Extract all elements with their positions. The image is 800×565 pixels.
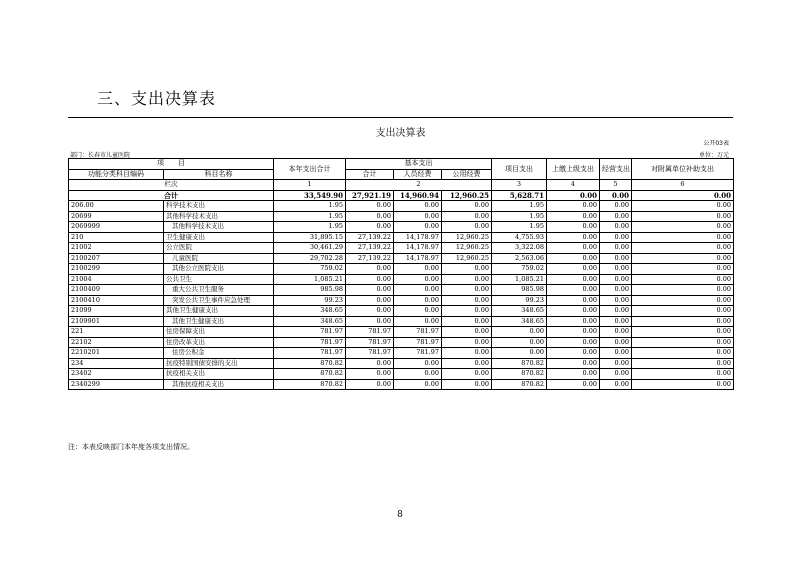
row-value: 781.97 bbox=[274, 348, 346, 359]
row-value: 0.00 bbox=[492, 337, 547, 348]
row-value: 781.97 bbox=[274, 337, 346, 348]
row-value: 0.00 bbox=[547, 222, 600, 233]
row-code: 206.00 bbox=[69, 201, 164, 212]
row-value: 0.00 bbox=[600, 369, 632, 380]
row-value: 0.00 bbox=[442, 316, 492, 327]
row-value: 0.00 bbox=[547, 337, 600, 348]
row-value: 0.00 bbox=[600, 211, 632, 222]
row-value: 985.98 bbox=[492, 285, 547, 296]
row-name: 住房保障支出 bbox=[164, 327, 274, 338]
row-value: 0.00 bbox=[492, 348, 547, 359]
row-value: 0.00 bbox=[547, 201, 600, 212]
form-number: 公开03表 bbox=[703, 140, 729, 147]
row-value: 870.82 bbox=[274, 369, 346, 380]
row-value: 0.00 bbox=[547, 285, 600, 296]
row-value: 0.00 bbox=[442, 369, 492, 380]
row-value: 0.00 bbox=[442, 211, 492, 222]
row-value: 0.00 bbox=[442, 274, 492, 285]
row-value: 870.82 bbox=[274, 379, 346, 390]
table-row bbox=[69, 369, 734, 380]
row-value: 0.00 bbox=[442, 337, 492, 348]
total-cell: 0.00 bbox=[547, 190, 600, 201]
row-value: 0.00 bbox=[547, 358, 600, 369]
row-value: 0.00 bbox=[394, 316, 442, 327]
basic-subtotal-header: 合计 bbox=[346, 169, 394, 180]
row-value: 0.00 bbox=[442, 295, 492, 306]
table-row bbox=[69, 264, 734, 275]
upper-submit-header: 上缴上级支出 bbox=[547, 159, 600, 180]
row-value: 870.82 bbox=[492, 358, 547, 369]
row-value: 0.00 bbox=[600, 316, 632, 327]
total-label: 合计 bbox=[69, 190, 274, 201]
table-row bbox=[69, 211, 734, 222]
table-row bbox=[69, 358, 734, 369]
row-code: 22102 bbox=[69, 337, 164, 348]
row-value: 0.00 bbox=[442, 327, 492, 338]
row-value: 0.00 bbox=[394, 264, 442, 275]
row-name: 公共卫生 bbox=[164, 274, 274, 285]
row-value: 0.00 bbox=[346, 358, 394, 369]
row-value: 0.00 bbox=[600, 253, 632, 264]
total-cell: 0.00 bbox=[600, 190, 632, 201]
row-name: 其他公立医院支出 bbox=[164, 264, 274, 275]
row-value: 0.00 bbox=[547, 316, 600, 327]
row-value: 27,139.22 bbox=[346, 253, 394, 264]
row-value: 348.65 bbox=[274, 306, 346, 317]
row-value: 0.00 bbox=[547, 274, 600, 285]
row-value: 1.95 bbox=[492, 201, 547, 212]
row-name: 卫生健康支出 bbox=[164, 232, 274, 243]
row-value: 0.00 bbox=[394, 358, 442, 369]
row-code: 20699 bbox=[69, 211, 164, 222]
table-row bbox=[69, 201, 734, 212]
row-value: 0.00 bbox=[600, 379, 632, 390]
row-value: 781.97 bbox=[346, 348, 394, 359]
row-code: 2109901 bbox=[69, 316, 164, 327]
row-value: 0.00 bbox=[346, 211, 394, 222]
table-row bbox=[69, 327, 734, 338]
row-value: 0.00 bbox=[547, 379, 600, 390]
row-value: 14,178.97 bbox=[394, 243, 442, 254]
row-value: 0.00 bbox=[442, 222, 492, 233]
col-num: 4 bbox=[547, 180, 600, 191]
row-value: 0.00 bbox=[442, 348, 492, 359]
row-name: 其他卫生健康支出 bbox=[164, 316, 274, 327]
table-row bbox=[69, 232, 734, 243]
table-note: 注：本表反映部门本年度各项支出情况。 bbox=[68, 443, 194, 451]
row-value: 781.97 bbox=[274, 327, 346, 338]
row-value: 0.00 bbox=[442, 306, 492, 317]
page-number: 8 bbox=[397, 510, 403, 520]
total-cell: 5,628.71 bbox=[492, 190, 547, 201]
row-value: 1.95 bbox=[274, 222, 346, 233]
table-row bbox=[69, 306, 734, 317]
row-no-label: 栏次 bbox=[69, 180, 274, 191]
row-value: 0.00 bbox=[442, 264, 492, 275]
row-name: 儿童医院 bbox=[164, 253, 274, 264]
header-row-1 bbox=[69, 159, 734, 170]
row-name: 其他科学技术支出 bbox=[164, 211, 274, 222]
row-value: 4,755.93 bbox=[492, 232, 547, 243]
row-value: 0.00 bbox=[632, 243, 734, 254]
row-value: 0.00 bbox=[600, 274, 632, 285]
row-value: 0.00 bbox=[632, 201, 734, 212]
total-cell: 12,960.25 bbox=[442, 190, 492, 201]
basic-header: 基本支出 bbox=[346, 159, 492, 170]
row-name: 其他科学技术支出 bbox=[164, 222, 274, 233]
row-code: 2100409 bbox=[69, 285, 164, 296]
row-value: 0.00 bbox=[600, 358, 632, 369]
col-num: 5 bbox=[600, 180, 632, 191]
col-num: 6 bbox=[632, 180, 734, 191]
row-value: 0.00 bbox=[394, 295, 442, 306]
total-row bbox=[69, 190, 734, 201]
row-value: 0.00 bbox=[632, 337, 734, 348]
item-group-header: 项 目 bbox=[69, 159, 274, 170]
row-value: 0.00 bbox=[547, 232, 600, 243]
row-value: 0.00 bbox=[442, 201, 492, 212]
operating-header: 经营支出 bbox=[600, 159, 632, 180]
row-code: 21004 bbox=[69, 274, 164, 285]
row-value: 1,085.21 bbox=[492, 274, 547, 285]
unit-label: 单位：万元 bbox=[698, 152, 729, 159]
row-code: 234 bbox=[69, 358, 164, 369]
row-name: 住房改革支出 bbox=[164, 337, 274, 348]
project-header: 项目支出 bbox=[492, 159, 547, 180]
total-cell: 0.00 bbox=[632, 190, 734, 201]
row-value: 0.00 bbox=[394, 201, 442, 212]
row-value: 781.97 bbox=[346, 337, 394, 348]
total-cell: 33,549.90 bbox=[274, 190, 346, 201]
row-value: 0.00 bbox=[600, 222, 632, 233]
col-num: 1 bbox=[274, 180, 346, 191]
row-value: 0.00 bbox=[632, 348, 734, 359]
row-value: 0.00 bbox=[394, 274, 442, 285]
row-name: 住房公积金 bbox=[164, 348, 274, 359]
row-value: 348.65 bbox=[492, 316, 547, 327]
row-value: 0.00 bbox=[442, 379, 492, 390]
row-value: 759.02 bbox=[274, 264, 346, 275]
row-value: 0.00 bbox=[600, 306, 632, 317]
row-value: 0.00 bbox=[442, 358, 492, 369]
row-value: 0.00 bbox=[547, 211, 600, 222]
row-code: 21002 bbox=[69, 243, 164, 254]
row-value: 0.00 bbox=[632, 369, 734, 380]
row-code: 2100299 bbox=[69, 264, 164, 275]
row-value: 1.95 bbox=[492, 222, 547, 233]
row-value: 0.00 bbox=[600, 327, 632, 338]
row-code: 2340299 bbox=[69, 379, 164, 390]
row-value: 0.00 bbox=[346, 306, 394, 317]
row-value: 27,139.22 bbox=[346, 243, 394, 254]
table-row bbox=[69, 285, 734, 296]
row-code: 23402 bbox=[69, 369, 164, 380]
row-code: 221 bbox=[69, 327, 164, 338]
row-name: 其他抗疫相关支出 bbox=[164, 379, 274, 390]
section-title: 三、支出决算表 bbox=[97, 89, 217, 108]
column-number-row bbox=[69, 180, 734, 191]
row-value: 0.00 bbox=[547, 295, 600, 306]
row-value: 0.00 bbox=[600, 243, 632, 254]
total-cell: 14,960.94 bbox=[394, 190, 442, 201]
row-value: 99.23 bbox=[492, 295, 547, 306]
public-header: 公用经费 bbox=[442, 169, 492, 180]
row-value: 0.00 bbox=[394, 211, 442, 222]
row-value: 0.00 bbox=[547, 253, 600, 264]
row-value: 0.00 bbox=[442, 285, 492, 296]
row-value: 0.00 bbox=[547, 348, 600, 359]
row-value: 0.00 bbox=[632, 274, 734, 285]
row-value: 0.00 bbox=[394, 222, 442, 233]
row-value: 0.00 bbox=[600, 201, 632, 212]
row-value: 781.97 bbox=[394, 348, 442, 359]
row-value: 0.00 bbox=[600, 264, 632, 275]
row-value: 0.00 bbox=[632, 379, 734, 390]
table-row bbox=[69, 379, 734, 390]
row-name: 重大公共卫生服务 bbox=[164, 285, 274, 296]
row-name: 科学技术支出 bbox=[164, 201, 274, 212]
row-value: 348.65 bbox=[274, 316, 346, 327]
row-name: 抗疫特别国债安排的支出 bbox=[164, 358, 274, 369]
row-value: 0.00 bbox=[632, 306, 734, 317]
row-value: 0.00 bbox=[632, 358, 734, 369]
row-value: 0.00 bbox=[632, 327, 734, 338]
row-value: 0.00 bbox=[632, 222, 734, 233]
table-row bbox=[69, 253, 734, 264]
row-value: 0.00 bbox=[547, 327, 600, 338]
row-value: 0.00 bbox=[346, 295, 394, 306]
row-value: 14,178.97 bbox=[394, 232, 442, 243]
row-value: 1.95 bbox=[274, 211, 346, 222]
row-value: 3,322.08 bbox=[492, 243, 547, 254]
row-value: 0.00 bbox=[346, 316, 394, 327]
row-value: 0.00 bbox=[346, 264, 394, 275]
row-name: 抗疫相关支出 bbox=[164, 369, 274, 380]
row-code: 2100207 bbox=[69, 253, 164, 264]
row-value: 0.00 bbox=[600, 348, 632, 359]
row-value: 985.98 bbox=[274, 285, 346, 296]
subsidy-header: 对附属单位补助支出 bbox=[632, 159, 734, 180]
row-value: 0.00 bbox=[600, 337, 632, 348]
row-name: 突发公共卫生事件应急处理 bbox=[164, 295, 274, 306]
row-value: 0.00 bbox=[394, 379, 442, 390]
row-value: 0.00 bbox=[394, 369, 442, 380]
row-value: 31,895.15 bbox=[274, 232, 346, 243]
total-expense-header: 本年支出合计 bbox=[274, 159, 346, 180]
row-code: 2210201 bbox=[69, 348, 164, 359]
expense-table bbox=[68, 158, 734, 390]
row-value: 0.00 bbox=[632, 253, 734, 264]
name-header: 科目名称 bbox=[164, 169, 274, 180]
row-value: 1,085.21 bbox=[274, 274, 346, 285]
row-value: 0.00 bbox=[394, 285, 442, 296]
row-value: 0.00 bbox=[547, 306, 600, 317]
row-value: 29,702.28 bbox=[274, 253, 346, 264]
row-value: 0.00 bbox=[632, 295, 734, 306]
row-value: 0.00 bbox=[600, 285, 632, 296]
row-name: 其他卫生健康支出 bbox=[164, 306, 274, 317]
row-value: 0.00 bbox=[346, 274, 394, 285]
table-row bbox=[69, 337, 734, 348]
row-value: 14,178.97 bbox=[394, 253, 442, 264]
row-value: 0.00 bbox=[346, 222, 394, 233]
row-value: 0.00 bbox=[346, 201, 394, 212]
row-value: 0.00 bbox=[632, 211, 734, 222]
row-value: 759.02 bbox=[492, 264, 547, 275]
row-value: 0.00 bbox=[547, 264, 600, 275]
row-code: 2100410 bbox=[69, 295, 164, 306]
row-value: 781.97 bbox=[394, 327, 442, 338]
row-value: 1.95 bbox=[492, 211, 547, 222]
row-value: 0.00 bbox=[394, 306, 442, 317]
code-header: 功能分类科目编码 bbox=[69, 169, 164, 180]
col-num: 3 bbox=[492, 180, 547, 191]
expense-sheet bbox=[68, 117, 733, 445]
row-value: 0.00 bbox=[547, 243, 600, 254]
row-value: 348.65 bbox=[492, 306, 547, 317]
row-code: 2069999 bbox=[69, 222, 164, 233]
row-code: 210 bbox=[69, 232, 164, 243]
row-value: 0.00 bbox=[600, 295, 632, 306]
row-value: 0.00 bbox=[632, 264, 734, 275]
row-value: 0.00 bbox=[632, 316, 734, 327]
row-value: 27,139.22 bbox=[346, 232, 394, 243]
row-value: 870.82 bbox=[492, 379, 547, 390]
row-value: 0.00 bbox=[547, 369, 600, 380]
row-value: 99.23 bbox=[274, 295, 346, 306]
row-value: 781.97 bbox=[394, 337, 442, 348]
row-name: 公立医院 bbox=[164, 243, 274, 254]
table-row bbox=[69, 316, 734, 327]
row-value: 781.97 bbox=[346, 327, 394, 338]
col-num: 2 bbox=[346, 180, 492, 191]
row-value: 0.00 bbox=[346, 369, 394, 380]
row-value: 0.00 bbox=[346, 285, 394, 296]
row-value: 0.00 bbox=[632, 285, 734, 296]
row-value: 0.00 bbox=[632, 232, 734, 243]
personnel-header: 人员经费 bbox=[394, 169, 442, 180]
row-value: 870.82 bbox=[492, 369, 547, 380]
row-value: 12,960.25 bbox=[442, 232, 492, 243]
table-row bbox=[69, 222, 734, 233]
table-title: 支出决算表 bbox=[375, 128, 426, 139]
table-row bbox=[69, 295, 734, 306]
row-value: 0.00 bbox=[346, 379, 394, 390]
row-value: 0.00 bbox=[492, 327, 547, 338]
table-row bbox=[69, 274, 734, 285]
row-value: 870.82 bbox=[274, 358, 346, 369]
row-value: 0.00 bbox=[600, 232, 632, 243]
total-cell: 27,921.19 bbox=[346, 190, 394, 201]
row-value: 12,960.25 bbox=[442, 253, 492, 264]
department-label: 部门：长春市儿童医院 bbox=[70, 152, 131, 159]
table-row bbox=[69, 348, 734, 359]
row-value: 12,960.25 bbox=[442, 243, 492, 254]
row-value: 2,563.06 bbox=[492, 253, 547, 264]
row-value: 1.95 bbox=[274, 201, 346, 212]
row-value: 30,461.29 bbox=[274, 243, 346, 254]
table-row bbox=[69, 243, 734, 254]
row-code: 21099 bbox=[69, 306, 164, 317]
